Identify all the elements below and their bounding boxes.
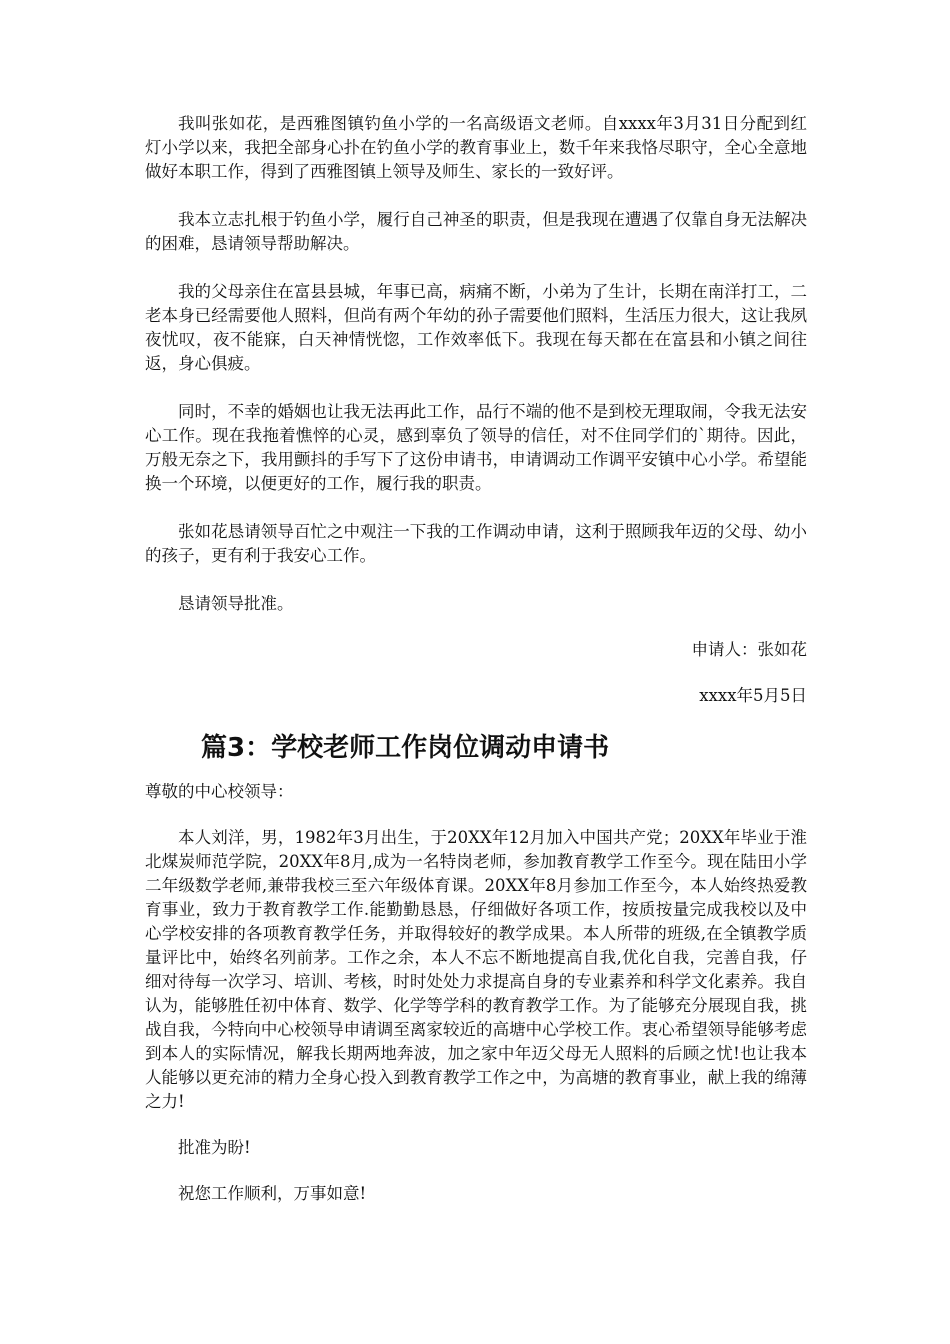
- section3-closing-wishes: 祝您工作顺利，万事如意!: [178, 1184, 367, 1203]
- section3-salutation: 尊敬的中心校领导：: [145, 782, 294, 801]
- letter1-request-line: 恳请领导批准。: [178, 594, 294, 613]
- letter1-paragraph-4: 同时，不幸的婚姻也让我无法再此工作，品行不端的他不是到校无理取闹，令我无法安心工作。现在我拖着憔悴的心灵，感到辜负了领导的信任，对不住同学们的`期待。因此，万般无奈之下，我用颤抖的手写下了这份申请书，申请调动工作调平安镇中心小学。希望能换一个环境，以便更好的工作，履行我的职责。: [145, 402, 807, 493]
- letter1-date: xxxx年5月5日: [699, 686, 807, 705]
- letter1-signature: 申请人：张如花: [691, 640, 807, 659]
- document-page: [145, 112, 807, 1228]
- letter1-paragraph-3: 我的父母亲住在富县县城，年事已高，病痛不断，小弟为了生计，长期在南洋打工，二老本身已经需要他人照料，但尚有两个年幼的孙子需要他们照料，生活压力很大，这让我夙夜忧叹，夜不能寐，白天神情恍惚，工作效率低下。我现在每天都在在富县和小镇之间往返，身心俱疲。: [145, 282, 807, 373]
- letter1-paragraph-5: 张如花恳请领导百忙之中观注一下我的工作调动申请，这利于照顾我年迈的父母、幼小的孩子，更有利于我安心工作。: [145, 522, 807, 565]
- letter1-paragraph-2: 我本立志扎根于钓鱼小学，履行自己神圣的职责，但是我现在遭遇了仅靠自身无法解决的困难，恳请领导帮助解决。: [145, 210, 807, 253]
- section3-body: 本人刘洋，男，1982年3月出生，于20XX年12月加入中国共产党；20XX年毕业于淮北煤炭师范学院，20XX年8月,成为一名特岗老师，参加教育教学工作至今。现在陆田小学二年级数学老师,兼带我校三至六年级体育课。20XX年8月参加工作至今，本人始终热爱教育事业，致力于教育教学工作.能勤勤恳恳，仔细做好各项工作，按质按量完成我校以及中心学校安排的各项教育教学任务，并取得较好的教学成果。本人所带的班级,在全镇教学质量评比中，始终名列前茅。工作之余，本人不忘不断地提高自我,优化自我，完善自我，仔细对待每一次学习、培训、考核，时时处处力求提高自身的专业素养和科学文化素养。我自认为，能够胜任初中体育、数学、化学等学科的教育教学工作。为了能够充分展现自我，挑战自我，今特向中心校领导申请调至离家较近的高塘中心学校工作。衷心希望领导能够考虑到本人的实际情况，解我长期两地奔波，加之家中年迈父母无人照料的后顾之忧!也让我本人能够以更充沛的精力全身心投入到教育教学工作之中，为高塘的教育事业，献上我的绵薄之力!: [145, 828, 807, 1111]
- section3-title: 篇3：学校老师工作岗位调动申请书: [201, 733, 610, 763]
- section3-closing-approval: 批准为盼!: [178, 1138, 251, 1157]
- letter1-paragraph-1: 我叫张如花，是西雅图镇钓鱼小学的一名高级语文老师。自xxxx年3月31日分配到红灯小学以来，我把全部身心扑在钓鱼小学的教育事业上，数千年来我恪尽职守，全心全意地做好本职工作，得到了西雅图镇上领导及师生、家长的一致好评。: [145, 114, 807, 181]
